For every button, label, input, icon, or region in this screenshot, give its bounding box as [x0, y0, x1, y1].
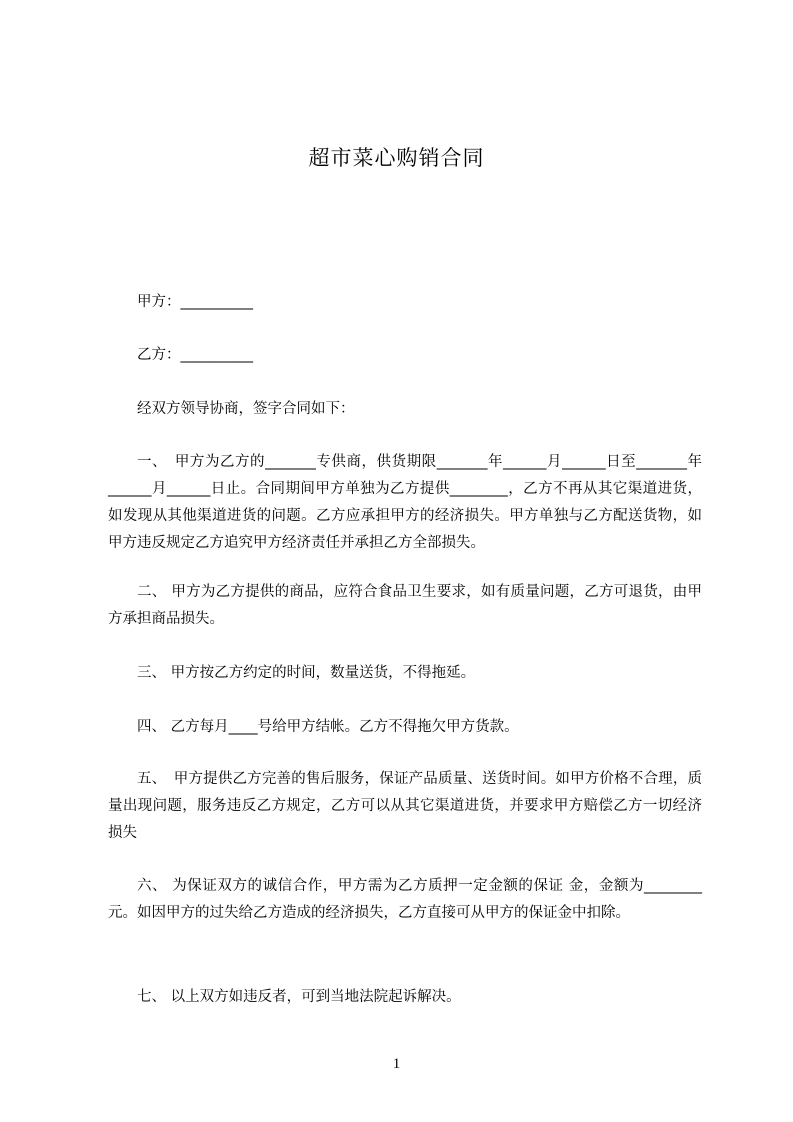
clause-5: 五、 甲方提供乙方完善的售后服务，保证产品质量、送货时间。如甲方价格不合理，质量出现问题，服务违反乙方规定，乙方可以从其它渠道进货，并要求甲方赔偿乙方一切经济损失: [108, 771, 702, 841]
clause-3: 三、 甲方按乙方约定的时间，数量送货，不得拖延。: [137, 665, 476, 681]
clause-1: 一、 甲方为乙方的_______专供商，供货期限_______年______月______日至_______年______月______日止。合同期间甲方单独为乙方提供________，乙方不再从其它渠道进货，如发现从其他渠道进货的问题。乙方应承担甲方的经济损失。甲方单独与乙方配送货物，如甲方违反规定乙方追究甲方经济责任并承担乙方全部损失。: [108, 454, 702, 551]
intro-line: 经双方领导协商，签字合同如下：: [137, 401, 355, 417]
page-number: 1: [392, 1056, 401, 1072]
page-title: 超市菜心购销合同: [308, 146, 485, 170]
clause-6: 六、 为保证双方的诚信合作，甲方需为乙方质押一定金额的保证 金，金额为________元。如因甲方的过失给乙方造成的经济损失，乙方直接可从甲方的保证金中扣除。: [108, 878, 702, 921]
party-b-line: 乙方：__________: [137, 347, 253, 363]
clause-2: 二、 甲方为乙方提供的商品，应符合食品卫生要求，如有质量问题，乙方可退货，由甲方承担商品损失。: [108, 584, 702, 627]
party-a-line: 甲方：__________: [137, 294, 253, 310]
clause-4: 四、 乙方每月____号给甲方结帐。乙方不得拖欠甲方货款。: [137, 719, 519, 735]
clause-7: 七、 以上双方如违反者，可到当地法院起诉解决。: [137, 989, 461, 1005]
